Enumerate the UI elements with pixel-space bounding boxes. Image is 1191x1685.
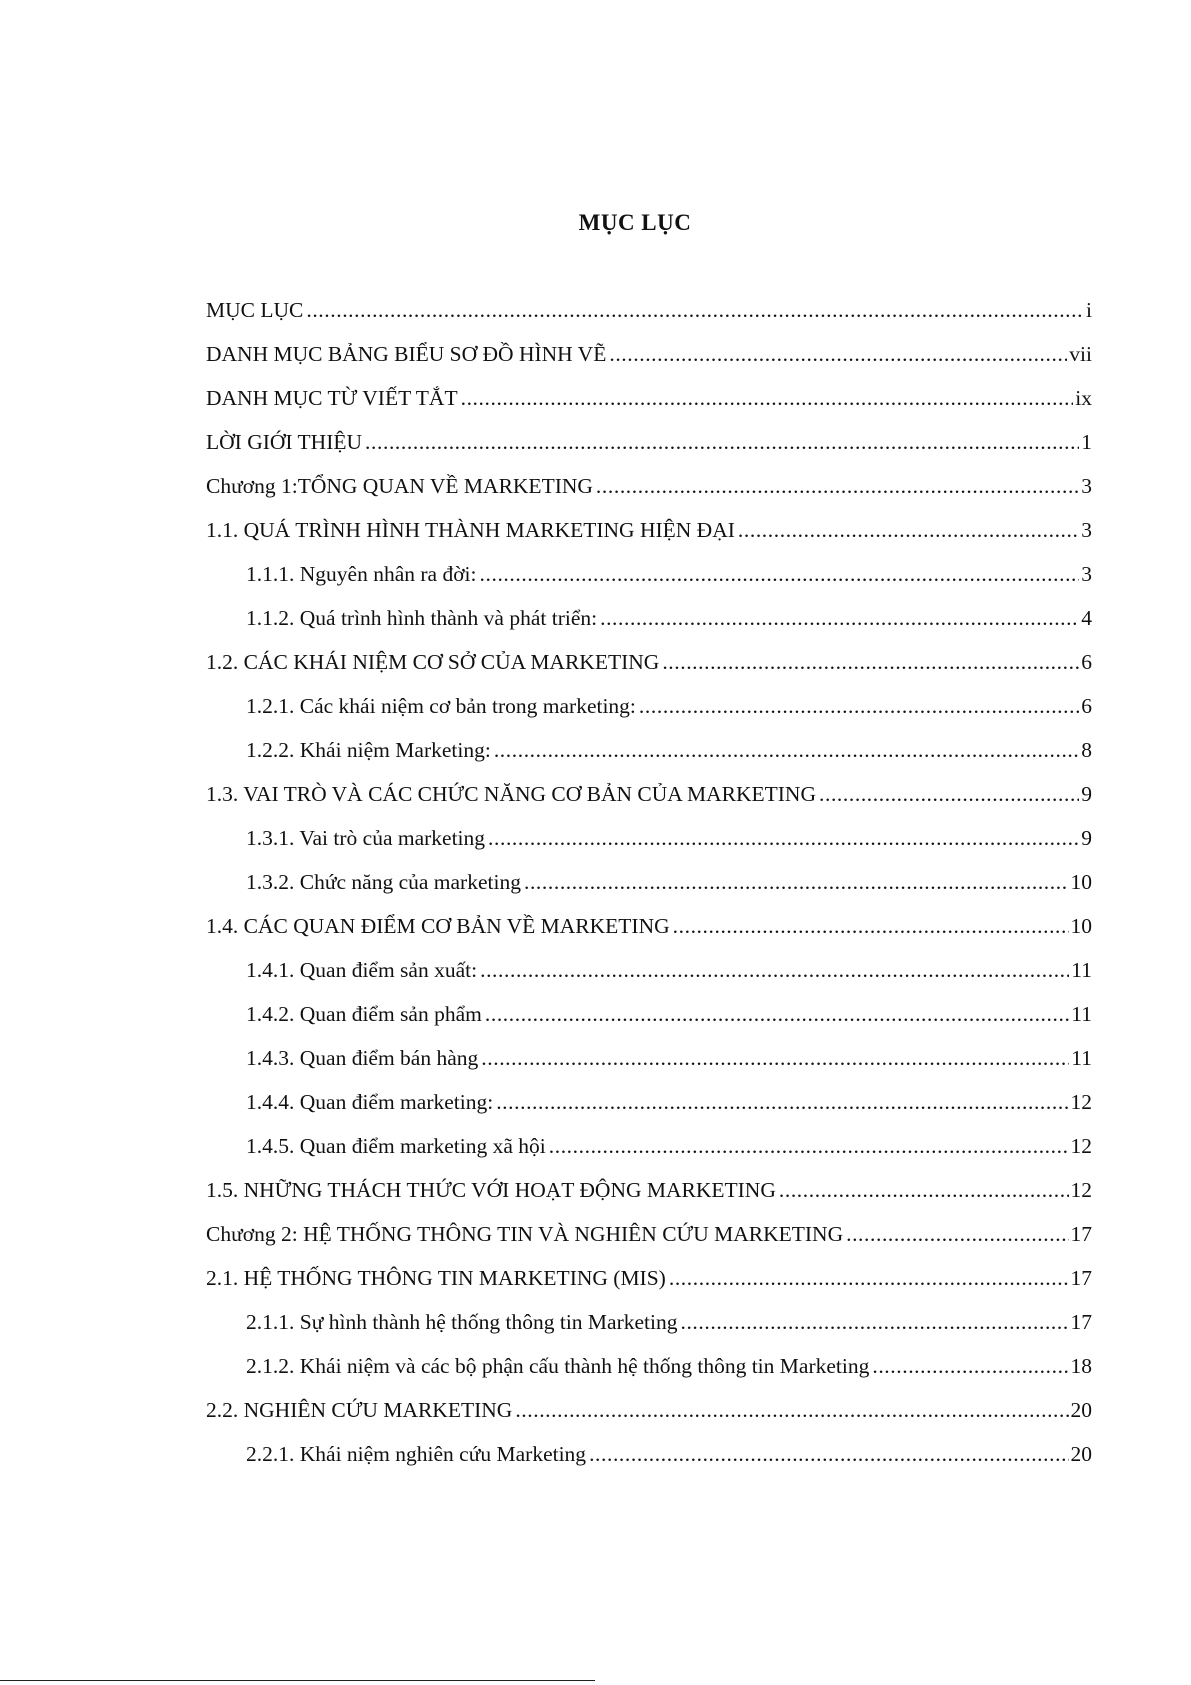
- toc-entry[interactable]: [206, 552, 1092, 596]
- toc-dot-leader: [846, 1212, 1068, 1256]
- toc-dot-leader: [461, 376, 1074, 420]
- toc-entry-label: LỜI GIỚI THIỆU: [206, 430, 363, 454]
- toc-entry-page-number: 1: [1081, 430, 1092, 454]
- toc-entry[interactable]: [206, 640, 1092, 684]
- toc-entry-label: 1.2.2. Khái niệm Marketing:: [246, 738, 491, 762]
- toc-dot-leader: [779, 1168, 1069, 1212]
- toc-entry-label: 2.1. HỆ THỐNG THÔNG TIN MARKETING (MIS): [206, 1266, 666, 1290]
- toc-entry-label: 1.3. VAI TRÒ VÀ CÁC CHỨC NĂNG CƠ BẢN CỦA MARKETING: [206, 782, 816, 806]
- toc-dot-leader: [365, 420, 1079, 464]
- toc-entry-label: Chương 1:TỔNG QUAN VỀ MARKETING: [206, 474, 593, 498]
- toc-dot-leader: [515, 1388, 1068, 1432]
- toc-entry[interactable]: [206, 1212, 1092, 1256]
- toc-entry[interactable]: [206, 816, 1092, 860]
- toc-entry-page-number: 20: [1070, 1398, 1092, 1422]
- toc-entry-page-number: 3: [1081, 518, 1092, 542]
- toc-entry[interactable]: [206, 1432, 1092, 1476]
- toc-entry-label: 1.5. NHỮNG THÁCH THỨC VỚI HOẠT ĐỘNG MARKETING: [206, 1178, 776, 1202]
- toc-entry-label: 1.4.2. Quan điểm sản phẩm: [246, 1002, 482, 1026]
- toc-entry-page-number: i: [1086, 298, 1092, 322]
- toc-entry-page-number: 3: [1081, 474, 1092, 498]
- toc-dot-leader: [589, 1432, 1068, 1476]
- toc-entry-page-number: 11: [1071, 1046, 1092, 1070]
- toc-entry-page-number: 10: [1070, 914, 1092, 938]
- toc-entry-page-number: 11: [1071, 1002, 1092, 1026]
- toc-entry[interactable]: [206, 1344, 1092, 1388]
- toc-entry-label: 1.4.4. Quan điểm marketing:: [246, 1090, 494, 1114]
- toc-entry[interactable]: [206, 1300, 1092, 1344]
- toc-entry[interactable]: [206, 860, 1092, 904]
- toc-entry-page-number: 11: [1071, 958, 1092, 982]
- toc-entry-label: MỤC LỤC: [206, 298, 304, 322]
- toc-entry-label: 1.2.1. Các khái niệm cơ bản trong marketing:: [246, 694, 636, 718]
- toc-dot-leader: [549, 1124, 1069, 1168]
- toc-entry-label: DANH MỤC BẢNG BIỂU SƠ ĐỒ HÌNH VẼ: [206, 342, 607, 366]
- toc-entry[interactable]: [206, 420, 1092, 464]
- toc-entry-page-number: vii: [1069, 342, 1092, 366]
- toc-entry[interactable]: [206, 332, 1092, 376]
- toc-dot-leader: [496, 1080, 1068, 1124]
- toc-entry-label: 2.2. NGHIÊN CỨU MARKETING: [206, 1398, 513, 1422]
- toc-entry[interactable]: [206, 376, 1092, 420]
- toc-entry-page-number: 9: [1081, 782, 1092, 806]
- toc-entry-label: 1.3.1. Vai trò của marketing: [246, 826, 486, 850]
- toc-entry-label: 1.4.3. Quan điểm bán hàng: [246, 1046, 479, 1070]
- toc-entry-page-number: 12: [1070, 1178, 1092, 1202]
- toc-dot-leader: [669, 1256, 1069, 1300]
- toc-dot-leader: [819, 772, 1079, 816]
- toc-dot-leader: [680, 1300, 1068, 1344]
- toc-entry-page-number: 17: [1070, 1310, 1092, 1334]
- toc-entry-label: 2.1.1. Sự hình thành hệ thống thông tin Marketing: [246, 1310, 678, 1334]
- toc-entry-label: 1.3.2. Chức năng của marketing: [246, 870, 521, 894]
- toc-entry[interactable]: [206, 1168, 1092, 1212]
- toc-entry[interactable]: [206, 1256, 1092, 1300]
- toc-entry-label: 2.1.2. Khái niệm và các bộ phận cấu thành hệ thống thông tin Marketing: [246, 1354, 870, 1378]
- toc-entry-page-number: 18: [1070, 1354, 1092, 1378]
- table-of-contents: [206, 288, 1092, 1476]
- toc-entry-page-number: 17: [1070, 1266, 1092, 1290]
- toc-entry-page-number: 4: [1081, 606, 1092, 630]
- toc-entry-page-number: 8: [1081, 738, 1092, 762]
- toc-entry-label: 1.4.5. Quan điểm marketing xã hội: [246, 1134, 546, 1158]
- toc-entry-label: 1.1.2. Quá trình hình thành và phát triển:: [246, 606, 598, 630]
- toc-dot-leader: [524, 860, 1069, 904]
- toc-entry-label: DANH MỤC TỪ VIẾT TẮT: [206, 386, 458, 410]
- toc-dot-leader: [480, 948, 1069, 992]
- toc-entry-label: 1.4. CÁC QUAN ĐIỂM CƠ BẢN VỀ MARKETING: [206, 914, 670, 938]
- toc-entry-page-number: 9: [1081, 826, 1092, 850]
- toc-dot-leader: [488, 816, 1079, 860]
- toc-dot-leader: [481, 1036, 1069, 1080]
- toc-entry[interactable]: [206, 684, 1092, 728]
- toc-dot-leader: [673, 904, 1069, 948]
- toc-entry-label: 1.1.1. Nguyên nhân ra đời:: [246, 562, 477, 586]
- toc-dot-leader: [872, 1344, 1068, 1388]
- toc-entry-label: 1.4.1. Quan điểm sản xuất:: [246, 958, 478, 982]
- toc-dot-leader: [306, 288, 1084, 332]
- toc-entry-label: 2.2.1. Khái niệm nghiên cứu Marketing: [246, 1442, 587, 1466]
- toc-dot-leader: [639, 684, 1079, 728]
- footnote-divider: [0, 1680, 595, 1681]
- toc-entry[interactable]: [206, 1036, 1092, 1080]
- toc-dot-leader: [738, 508, 1079, 552]
- toc-entry-label: Chương 2: HỆ THỐNG THÔNG TIN VÀ NGHIÊN CỨU MARKETING: [206, 1222, 844, 1246]
- toc-dot-leader: [494, 728, 1079, 772]
- toc-entry[interactable]: [206, 508, 1092, 552]
- toc-dot-leader: [596, 464, 1079, 508]
- toc-entry-page-number: 6: [1081, 694, 1092, 718]
- toc-entry[interactable]: [206, 1080, 1092, 1124]
- page-title: MỤC LỤC: [578, 210, 692, 235]
- toc-entry-page-number: 3: [1081, 562, 1092, 586]
- toc-entry-page-number: 20: [1070, 1442, 1092, 1466]
- toc-entry[interactable]: [206, 596, 1092, 640]
- toc-entry[interactable]: [206, 1388, 1092, 1432]
- toc-entry-page-number: ix: [1075, 386, 1092, 410]
- toc-entry[interactable]: [206, 992, 1092, 1036]
- toc-dot-leader: [600, 596, 1079, 640]
- toc-entry[interactable]: [206, 1124, 1092, 1168]
- toc-entry-page-number: 6: [1081, 650, 1092, 674]
- toc-entry[interactable]: [206, 772, 1092, 816]
- toc-entry-label: 1.1. QUÁ TRÌNH HÌNH THÀNH MARKETING HIỆN ĐẠI: [206, 518, 735, 542]
- toc-entry[interactable]: [206, 904, 1092, 948]
- toc-entry-page-number: 10: [1070, 870, 1092, 894]
- toc-dot-leader: [609, 332, 1067, 376]
- toc-entry[interactable]: [206, 464, 1092, 508]
- toc-dot-leader: [662, 640, 1079, 684]
- toc-entry-page-number: 17: [1070, 1222, 1092, 1246]
- toc-entry[interactable]: [206, 288, 1092, 332]
- toc-entry-page-number: 12: [1070, 1090, 1092, 1114]
- toc-entry[interactable]: [206, 948, 1092, 992]
- toc-entry-page-number: 12: [1070, 1134, 1092, 1158]
- toc-dot-leader: [485, 992, 1069, 1036]
- toc-dot-leader: [480, 552, 1080, 596]
- toc-entry[interactable]: [206, 728, 1092, 772]
- toc-entry-label: 1.2. CÁC KHÁI NIỆM CƠ SỞ CỦA MARKETING: [206, 650, 660, 674]
